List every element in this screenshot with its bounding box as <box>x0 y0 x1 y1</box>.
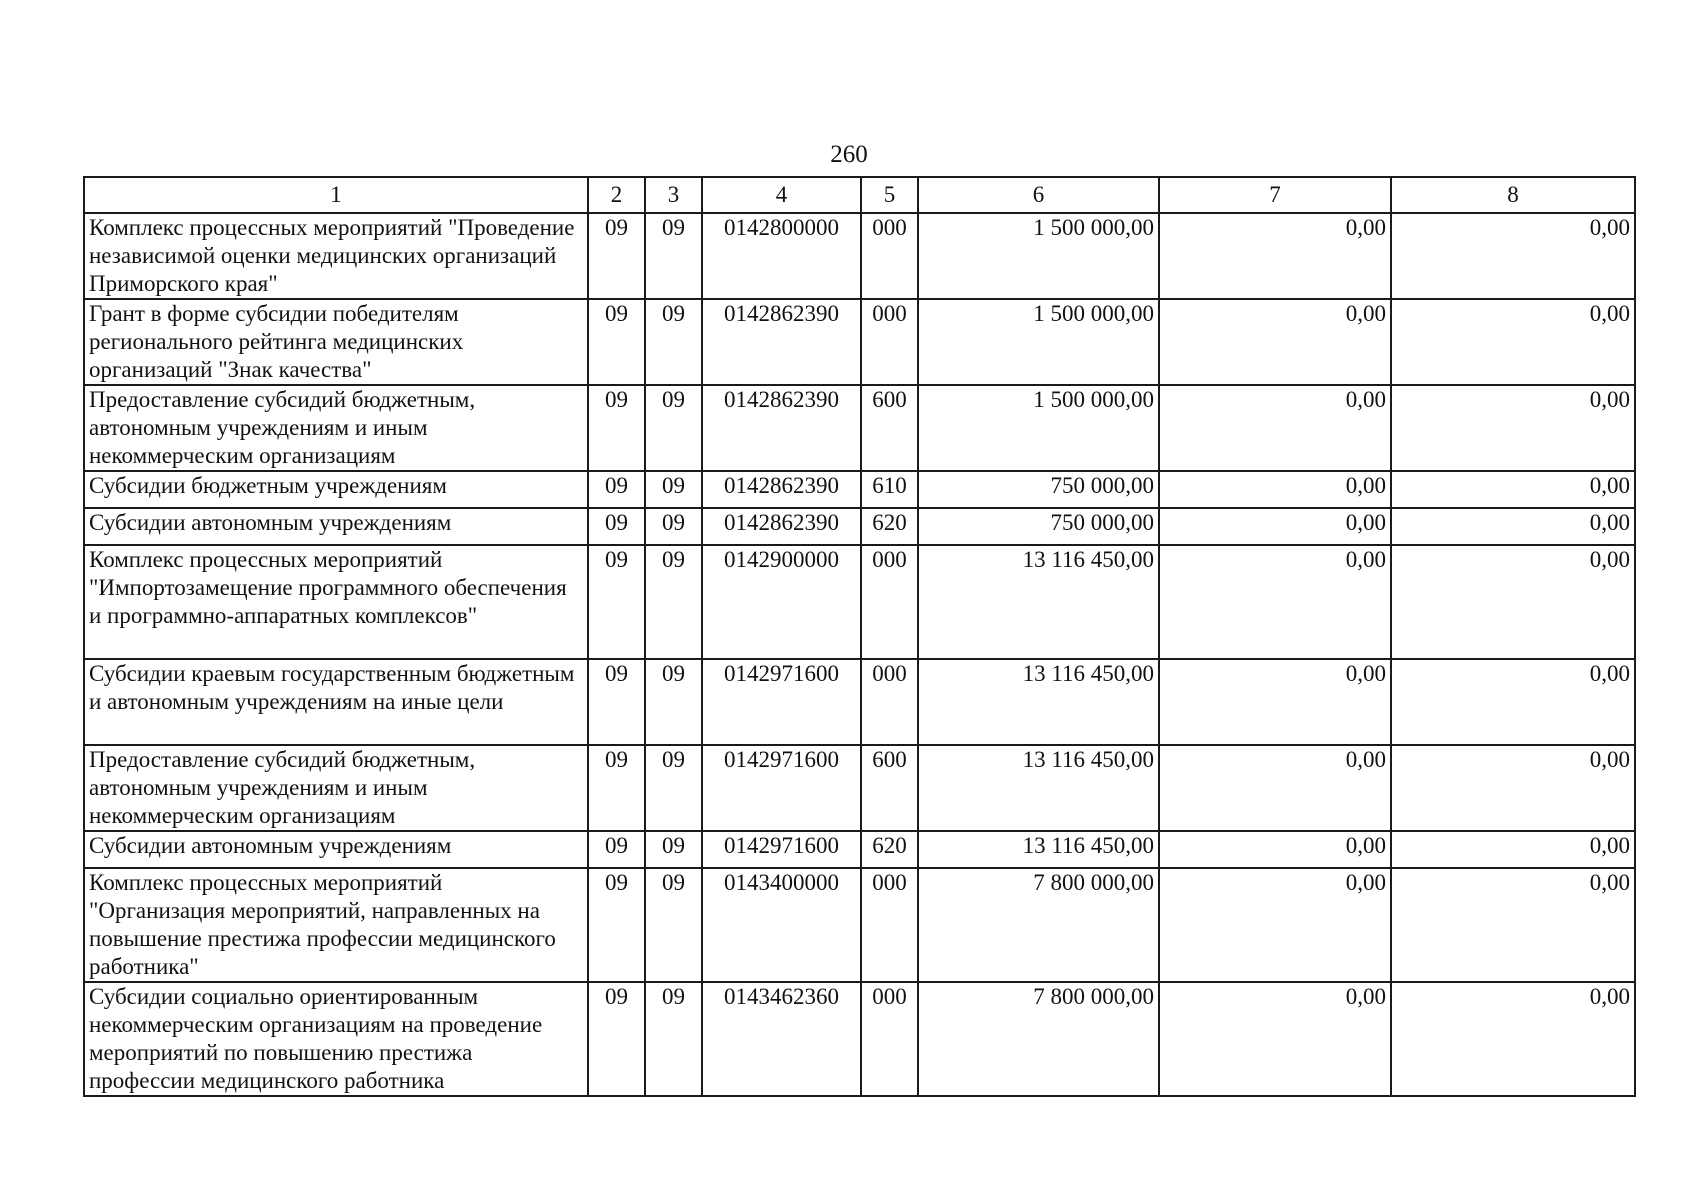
row-code-3: 09 <box>645 299 702 385</box>
row-name: Субсидии автономным учреждениям <box>84 508 588 545</box>
column-header: 7 <box>1159 177 1391 213</box>
row-name: Предоставление субсидий бюджетным, автономным учреждениям и иным некоммерческим организациям <box>84 385 588 471</box>
row-amount-6: 7 800 000,00 <box>918 868 1159 982</box>
row-code-4: 0142862390 <box>702 385 861 471</box>
table-row <box>84 508 1635 545</box>
row-amount-8: 0,00 <box>1391 299 1635 385</box>
row-amount-8: 0,00 <box>1391 545 1635 659</box>
row-code-2: 09 <box>588 299 645 385</box>
row-code-5: 620 <box>861 831 918 868</box>
row-code-4: 0142862390 <box>702 508 861 545</box>
column-header: 2 <box>588 177 645 213</box>
row-code-4: 0142971600 <box>702 831 861 868</box>
row-amount-7: 0,00 <box>1159 508 1391 545</box>
row-name: Субсидии краевым государственным бюджетным и автономным учреждениям на иные цели <box>84 659 588 745</box>
row-name: Комплекс процессных мероприятий "Проведение независимой оценки медицинских организаций Приморского края" <box>84 213 588 299</box>
table-row <box>84 213 1635 299</box>
row-amount-7: 0,00 <box>1159 831 1391 868</box>
row-code-2: 09 <box>588 471 645 508</box>
table-row <box>84 659 1635 745</box>
row-amount-7: 0,00 <box>1159 659 1391 745</box>
row-amount-8: 0,00 <box>1391 213 1635 299</box>
row-code-5: 620 <box>861 508 918 545</box>
row-amount-6: 7 800 000,00 <box>918 982 1159 1096</box>
table-row <box>84 745 1635 831</box>
row-code-3: 09 <box>645 868 702 982</box>
row-code-2: 09 <box>588 745 645 831</box>
row-code-5: 610 <box>861 471 918 508</box>
row-amount-8: 0,00 <box>1391 471 1635 508</box>
row-code-3: 09 <box>645 385 702 471</box>
table-row <box>84 982 1635 1096</box>
header-row <box>84 177 1635 213</box>
row-code-5: 000 <box>861 545 918 659</box>
row-code-4: 0142971600 <box>702 745 861 831</box>
row-code-2: 09 <box>588 545 645 659</box>
table-row <box>84 545 1635 659</box>
row-code-4: 0143462360 <box>702 982 861 1096</box>
row-amount-6: 13 116 450,00 <box>918 545 1159 659</box>
row-name: Субсидии социально ориентированным некоммерческим организациям на проведение мероприятий по повышению престижа профессии медицинского работника <box>84 982 588 1096</box>
row-code-2: 09 <box>588 831 645 868</box>
row-amount-6: 13 116 450,00 <box>918 745 1159 831</box>
row-amount-7: 0,00 <box>1159 385 1391 471</box>
column-header: 4 <box>702 177 861 213</box>
row-code-3: 09 <box>645 545 702 659</box>
page-number: 260 <box>830 141 868 168</box>
row-amount-6: 13 116 450,00 <box>918 659 1159 745</box>
row-amount-8: 0,00 <box>1391 659 1635 745</box>
row-code-4: 0142862390 <box>702 471 861 508</box>
row-code-5: 000 <box>861 213 918 299</box>
row-name: Комплекс процессных мероприятий "Организация мероприятий, направленных на повышение престижа профессии медицинского работника" <box>84 868 588 982</box>
row-amount-7: 0,00 <box>1159 982 1391 1096</box>
row-code-5: 000 <box>861 982 918 1096</box>
row-amount-7: 0,00 <box>1159 213 1391 299</box>
column-header: 6 <box>918 177 1159 213</box>
row-amount-8: 0,00 <box>1391 385 1635 471</box>
row-amount-6: 13 116 450,00 <box>918 831 1159 868</box>
row-code-3: 09 <box>645 745 702 831</box>
row-code-3: 09 <box>645 213 702 299</box>
row-amount-8: 0,00 <box>1391 508 1635 545</box>
row-code-2: 09 <box>588 868 645 982</box>
row-amount-6: 1 500 000,00 <box>918 213 1159 299</box>
budget-table <box>83 176 1636 1097</box>
row-code-4: 0142900000 <box>702 545 861 659</box>
row-name: Предоставление субсидий бюджетным, автономным учреждениям и иным некоммерческим организациям <box>84 745 588 831</box>
row-code-2: 09 <box>588 508 645 545</box>
row-code-3: 09 <box>645 982 702 1096</box>
row-code-3: 09 <box>645 471 702 508</box>
row-amount-7: 0,00 <box>1159 868 1391 982</box>
row-amount-7: 0,00 <box>1159 545 1391 659</box>
row-name: Грант в форме субсидии победителям регионального рейтинга медицинских организаций "Знак качества" <box>84 299 588 385</box>
column-header: 8 <box>1391 177 1635 213</box>
table-row <box>84 299 1635 385</box>
row-code-5: 000 <box>861 659 918 745</box>
row-code-2: 09 <box>588 982 645 1096</box>
column-header: 1 <box>84 177 588 213</box>
row-code-3: 09 <box>645 831 702 868</box>
row-amount-6: 1 500 000,00 <box>918 385 1159 471</box>
table-row <box>84 385 1635 471</box>
row-code-2: 09 <box>588 213 645 299</box>
row-code-4: 0142971600 <box>702 659 861 745</box>
row-name: Субсидии автономным учреждениям <box>84 831 588 868</box>
row-code-2: 09 <box>588 659 645 745</box>
row-code-3: 09 <box>645 659 702 745</box>
row-amount-7: 0,00 <box>1159 299 1391 385</box>
table-row <box>84 831 1635 868</box>
row-code-5: 600 <box>861 745 918 831</box>
row-amount-8: 0,00 <box>1391 745 1635 831</box>
row-name: Субсидии бюджетным учреждениям <box>84 471 588 508</box>
row-code-2: 09 <box>588 385 645 471</box>
row-amount-7: 0,00 <box>1159 471 1391 508</box>
column-header: 3 <box>645 177 702 213</box>
column-header: 5 <box>861 177 918 213</box>
row-code-5: 000 <box>861 299 918 385</box>
row-amount-6: 1 500 000,00 <box>918 299 1159 385</box>
table-row <box>84 868 1635 982</box>
row-amount-6: 750 000,00 <box>918 471 1159 508</box>
row-amount-8: 0,00 <box>1391 868 1635 982</box>
row-code-5: 000 <box>861 868 918 982</box>
row-name: Комплекс процессных мероприятий "Импортозамещение программного обеспечения и программно-аппаратных комплексов" <box>84 545 588 659</box>
table-row <box>84 471 1635 508</box>
row-code-4: 0142800000 <box>702 213 861 299</box>
row-code-5: 600 <box>861 385 918 471</box>
row-code-4: 0142862390 <box>702 299 861 385</box>
row-amount-6: 750 000,00 <box>918 508 1159 545</box>
row-amount-8: 0,00 <box>1391 982 1635 1096</box>
row-code-4: 0143400000 <box>702 868 861 982</box>
row-amount-8: 0,00 <box>1391 831 1635 868</box>
row-amount-7: 0,00 <box>1159 745 1391 831</box>
row-code-3: 09 <box>645 508 702 545</box>
